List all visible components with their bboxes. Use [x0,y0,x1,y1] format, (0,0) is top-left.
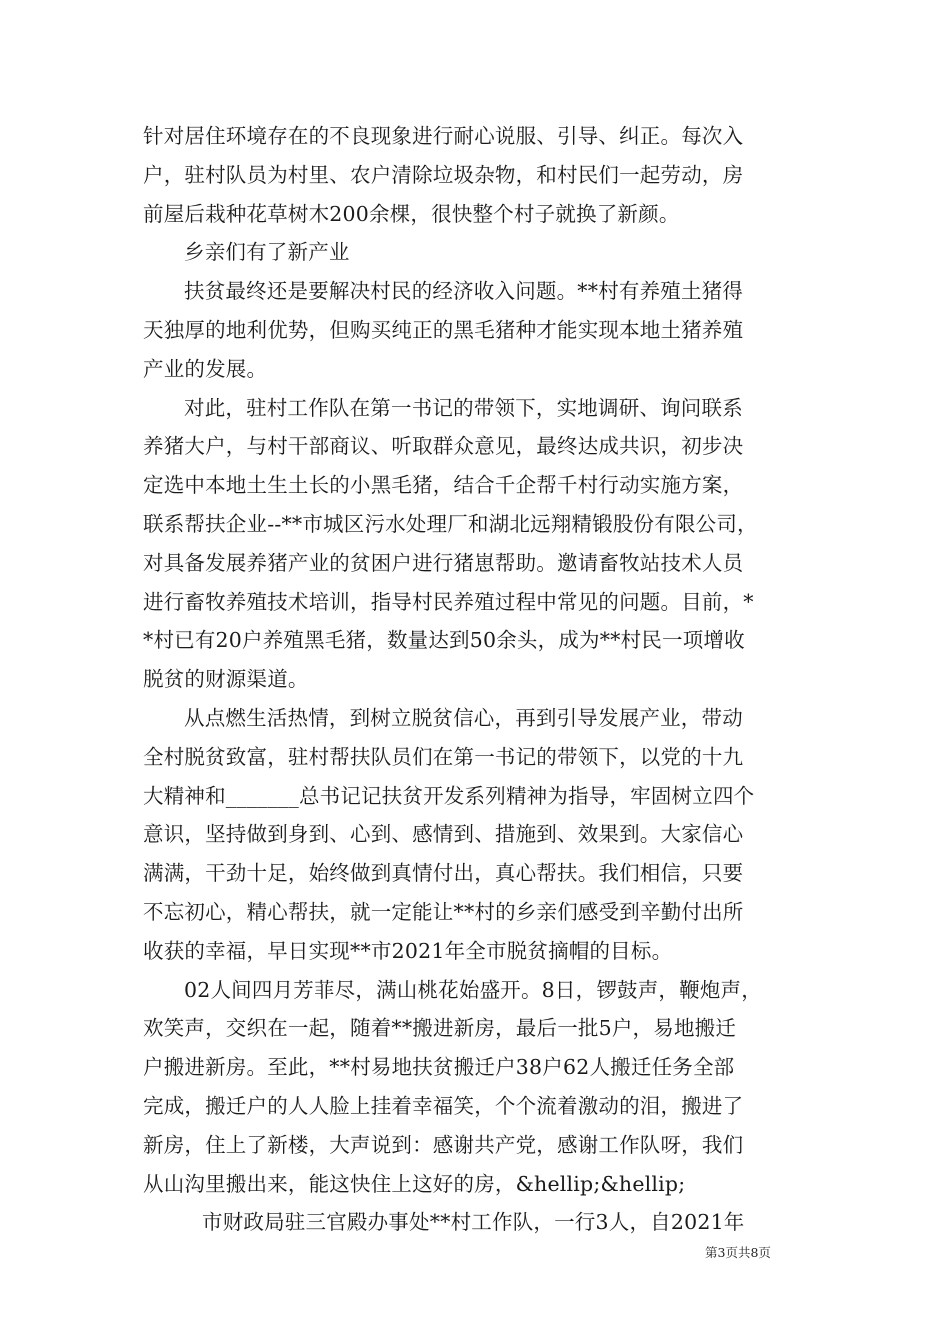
body-text [143,117,813,1242]
text-line: 满满，干劲十足，始终做到真情付出，真心帮扶。我们相信，只要 [143,861,744,886]
text-line: 养猪大户，与村干部商议、听取群众意见，最终达成共识，初步决 [143,434,744,459]
text-line: 对具备发展养猪产业的贫困户进行猪崽帮助。邀请畜牧站技术人员 [143,550,744,575]
section-heading: 乡亲们有了新产业 [184,240,350,265]
text-line: 产业的发展。 [143,356,268,381]
text-line: 户搬进新房。至此，**村易地扶贫搬迁户38户62人搬迁任务全部 [143,1055,735,1080]
text-line: 市财政局驻三官殿办事处**村工作队，一行3人，自2021年 [202,1210,745,1235]
text-line: 从山沟里搬出来，能这快住上这好的房，&hellip;&hellip; [143,1171,686,1196]
text-line: 完成，搬迁户的人人脸上挂着幸福笑，个个流着激动的泪，搬进了 [143,1093,744,1118]
text-line: 定选中本地土生土长的小黑毛猪，结合千企帮千村行动实施方案， [143,473,744,498]
text-line: 进行畜牧养殖技术培训，指导村民养殖过程中常见的问题。目前，* [143,589,754,614]
text-line: 欢笑声，交织在一起，随着**搬进新房，最后一批5户，易地搬迁 [143,1016,737,1041]
text-line: 02人间四月芳菲尽，满山桃花始盛开。8日，锣鼓声，鞭炮声， [184,977,762,1002]
text-line: 前屋后栽种花草树木200余棵，很快整个村子就换了新颜。 [143,201,680,226]
page-number: 第3页共8页 [705,1245,771,1260]
text-line: 户，驻村队员为村里、农户清除垃圾杂物，和村民们一起劳动，房 [143,162,744,187]
text-line: 扶贫最终还是要解决村民的经济收入问题。**村有养殖土猪得 [184,279,744,304]
text-line: 针对居住环境存在的不良现象进行耐心说服、引导、纠正。每次入 [143,124,744,148]
text-line: 收获的幸福，早日实现**市2021年全市脱贫摘帽的目标。 [143,938,673,963]
text-line: 不忘初心，精心帮扶，就一定能让**村的乡亲们感受到辛勤付出所 [143,899,744,924]
text-line: 新房，住上了新楼，大声说到：感谢共产党，感谢工作队呀，我们 [143,1132,744,1157]
text-line: 脱贫的财源渠道。 [143,667,309,692]
text-line: 联系帮扶企业--**市城区污水处理厂和湖北远翔精锻股份有限公司， [143,511,758,536]
text-line: 全村脱贫致富，驻村帮扶队员们在第一书记的带领下，以党的十九 [143,744,744,769]
text-line: 大精神和_______总书记记扶贫开发系列精神为指导，牢固树立四个 [143,783,755,808]
text-line: 对此，驻村工作队在第一书记的带领下，实地调研、询问联系 [184,395,743,420]
text-line: 从点燃生活热情，到树立脱贫信心，再到引导发展产业，带动 [184,705,743,730]
text-line: 天独厚的地利优势，但购买纯正的黑毛猪种才能实现本地土猪养殖 [143,317,744,342]
text-line: 意识，坚持做到身到、心到、感情到、措施到、效果到。大家信心 [143,822,744,847]
text-line: *村已有20户养殖黑毛猪，数量达到50余头，成为**村民一项增收 [143,628,745,653]
